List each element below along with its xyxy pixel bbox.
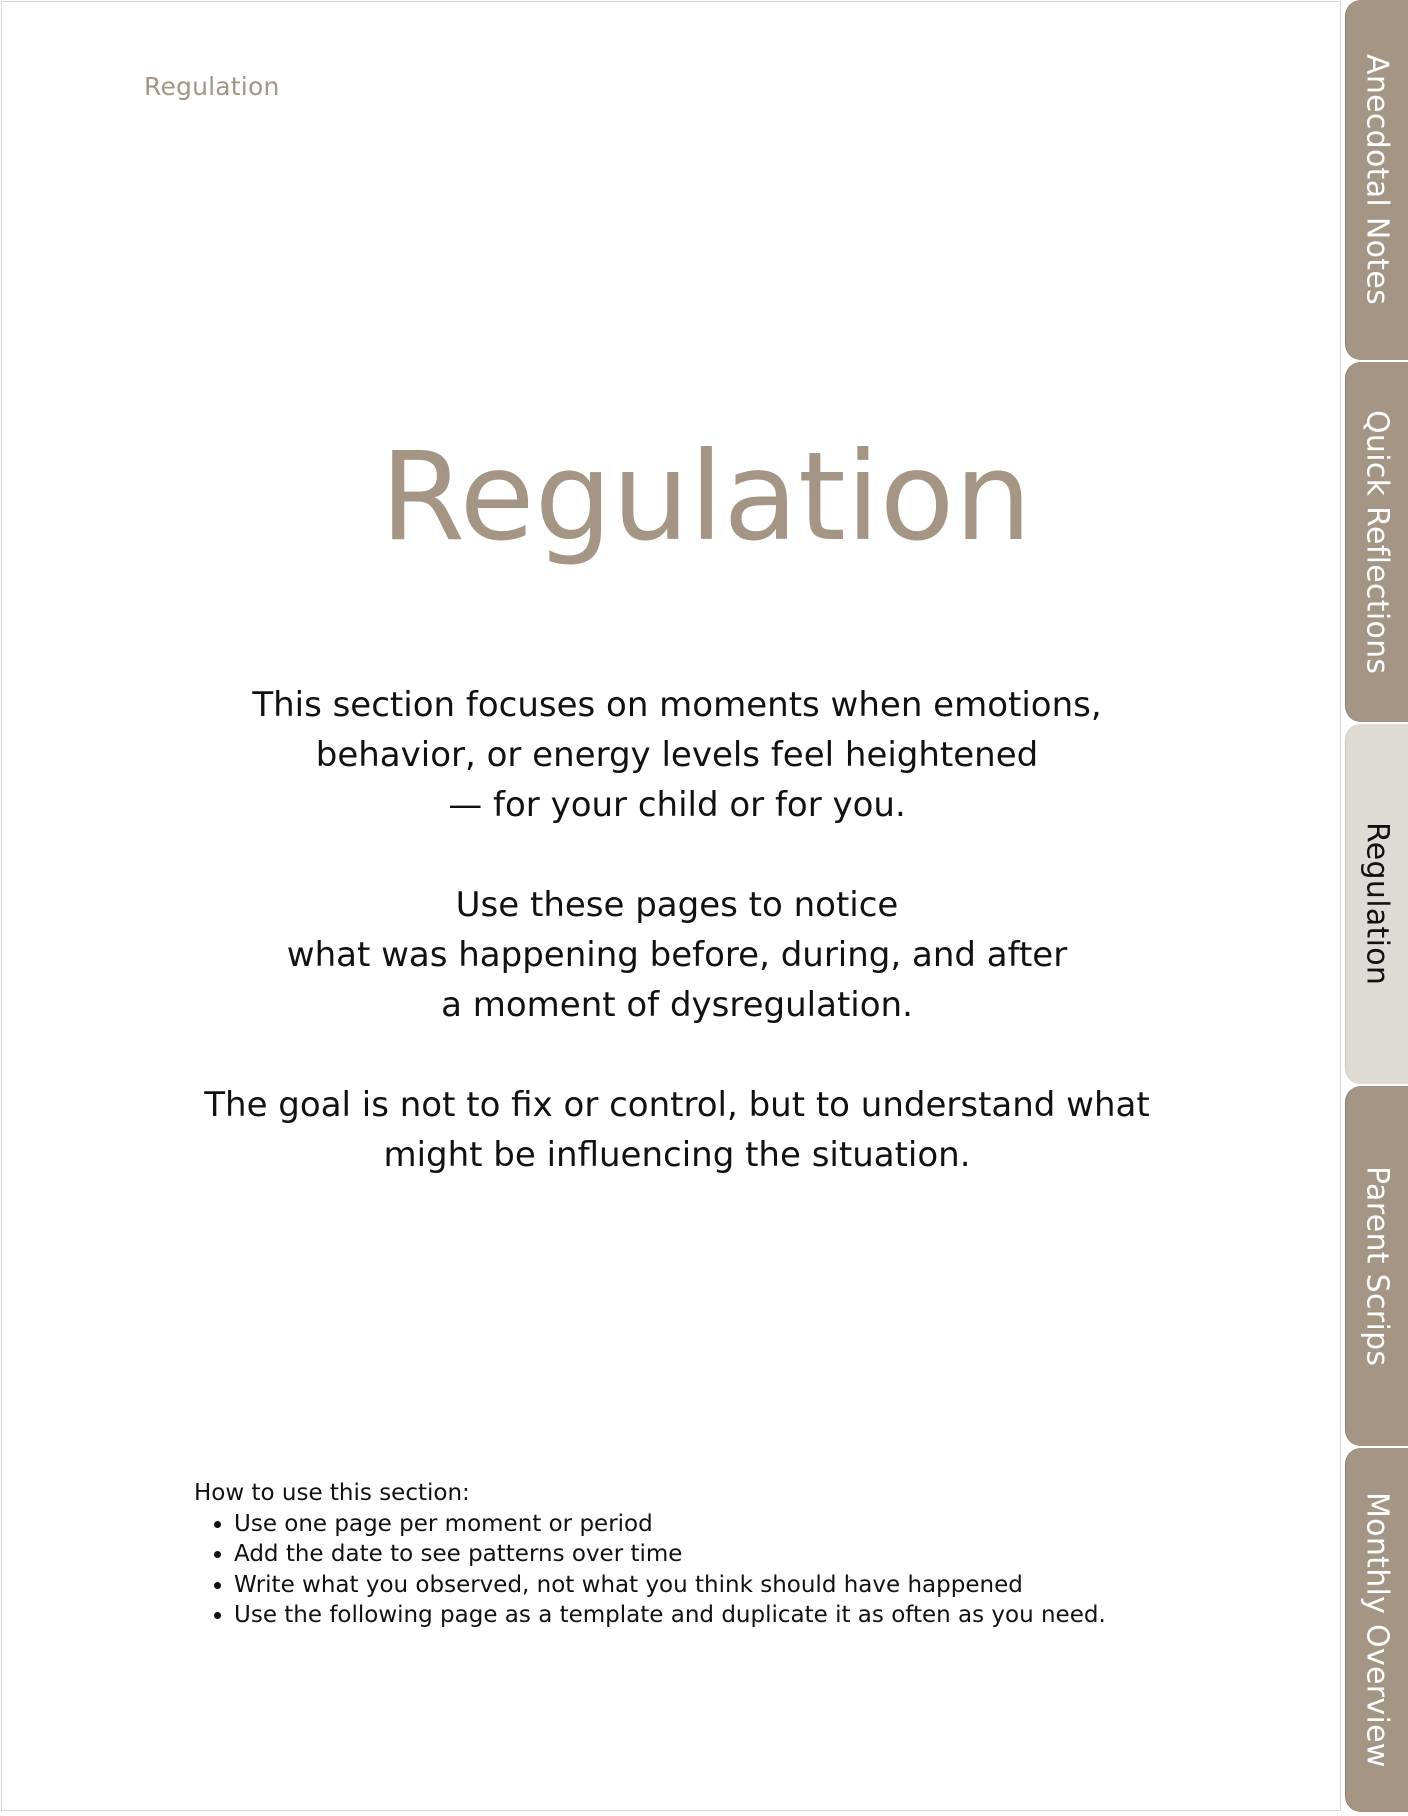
tab-label: Regulation (1359, 822, 1395, 986)
intro-line: behavior, or energy levels feel heightened (315, 735, 1039, 775)
list-item: • Use the following page as a template and duplicate it as often as you need. (234, 1600, 1106, 1631)
intro-paragraph (2, 1080, 1352, 1180)
tab-anecdotal-notes[interactable] (1346, 0, 1408, 360)
intro-text (2, 680, 1352, 1180)
tab-quick-reflections[interactable] (1346, 362, 1408, 722)
list-item: • Write what you observed, not what you think should have happened (234, 1570, 1106, 1601)
tab-label: Monthly Overview (1359, 1492, 1395, 1768)
document-page (1, 1, 1341, 1811)
list-item: • Use one page per moment or period (234, 1509, 1106, 1540)
tab-label: Anecdotal Notes (1359, 54, 1395, 306)
intro-line: a moment of dysregulation. (441, 985, 913, 1025)
running-header: Regulation (144, 72, 280, 101)
tab-label: Parent Scrips (1359, 1165, 1395, 1367)
tab-parent-scrips[interactable] (1346, 1086, 1408, 1446)
tab-label: Quick Reflections (1359, 409, 1395, 675)
tab-regulation[interactable] (1346, 724, 1408, 1084)
how-to-section (194, 1478, 1106, 1631)
intro-line: what was happening before, during, and after (286, 935, 1068, 975)
section-tabs (1342, 0, 1408, 1816)
intro-line: This section focuses on moments when emotions, (252, 685, 1102, 725)
intro-paragraph (2, 680, 1352, 830)
tab-monthly-overview[interactable] (1346, 1448, 1408, 1812)
intro-line: The goal is not to fix or control, but to understand what (204, 1085, 1150, 1125)
list-item: • Add the date to see patterns over time (234, 1539, 1106, 1570)
page-title: Regulation (380, 426, 1032, 568)
intro-line: might be influencing the situation. (383, 1135, 971, 1175)
intro-line: — for your child or for you. (448, 785, 906, 825)
how-to-heading: How to use this section: (194, 1480, 470, 1506)
intro-paragraph (2, 880, 1352, 1030)
how-to-list (194, 1509, 1106, 1631)
intro-line: Use these pages to notice (455, 885, 899, 925)
